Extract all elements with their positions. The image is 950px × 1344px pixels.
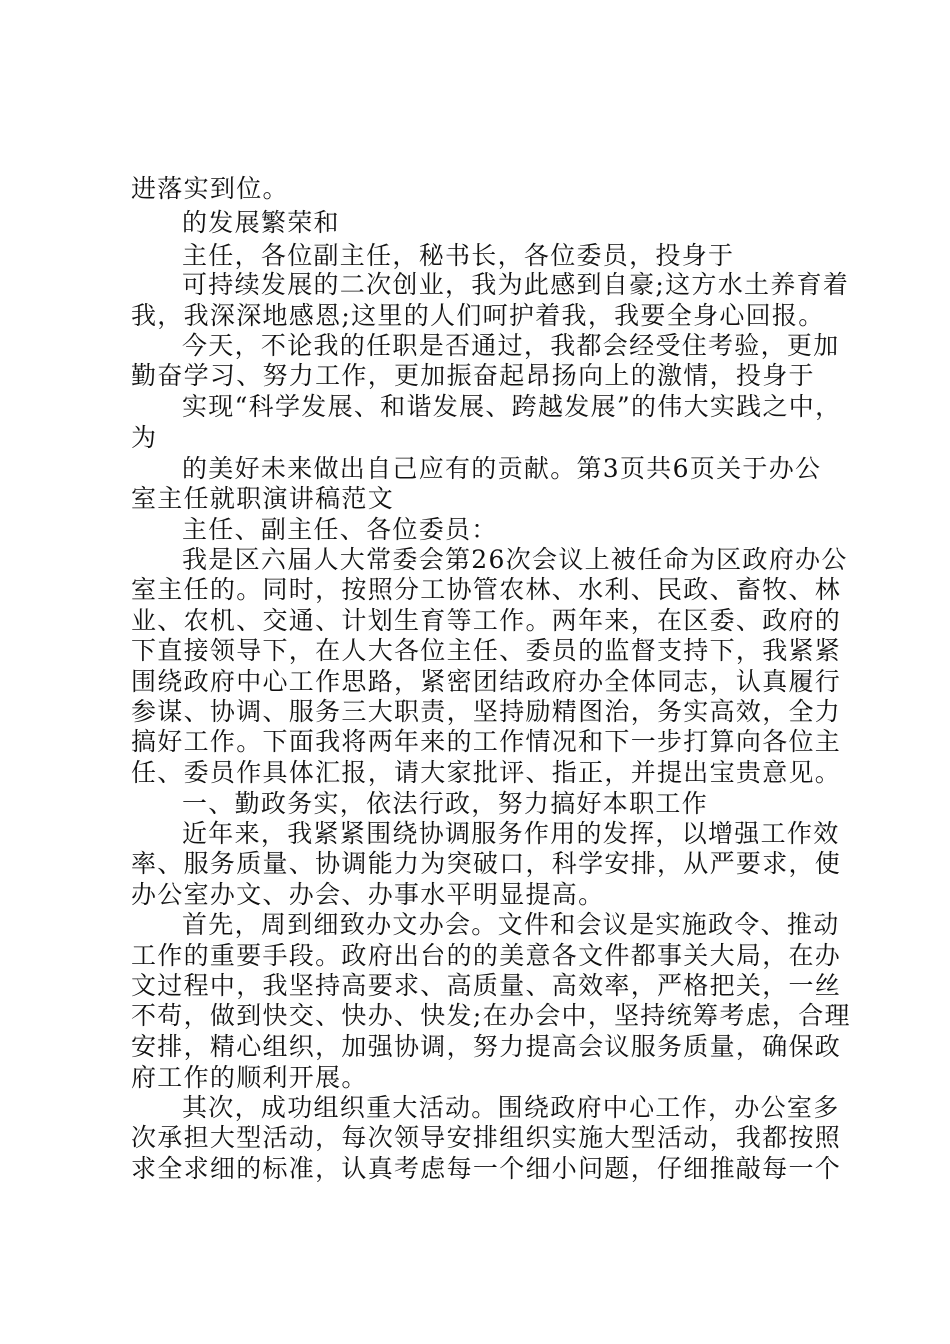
text-line: 安排，精心组织，加强协调，努力提高会议服务质量，确保政 [131,1032,842,1061]
text-line: 可持续发展的二次创业，我为此感到自豪;这方水土养育着 [182,270,850,299]
text-line: 率、服务质量、协调能力为突破口，科学安排，从严要求，使 [131,849,842,878]
text-line: 搞好工作。下面我将两年来的工作情况和下一步打算向各位主 [131,727,842,756]
text-line: 业、农机、交通、计划生育等工作。两年来，在区委、政府的 [131,606,842,635]
text-line: 参谋、协调、服务三大职责，坚持励精图治，务实高效，全力 [131,697,842,726]
text-line: 今天，不论我的任职是否通过，我都会经受住考验，更加 [182,331,840,360]
text-line: 我，我深深地感恩;这里的人们呵护着我，我要全身心回报。 [131,301,825,330]
text-line: 不苟，做到快交、快办、快发;在办会中，坚持统筹考虑，合理 [131,1001,851,1030]
section-heading: 一、勤政务实，依法行政，努力搞好本职工作 [182,789,709,818]
text-line: 主任、副主任、各位委员： [182,515,498,544]
text-line: 我是区六届人大常委会第26次会议上被任命为区政府办公 [182,545,848,574]
text-line: 实现“科学发展、和谐发展、跨越发展”的伟大实践之中， [182,392,842,421]
text-line: 室主任就职演讲稿范文 [131,484,395,513]
text-line: 文过程中，我坚持高要求、高质量、高效率，严格把关，一丝 [131,971,842,1000]
text-line: 的美好未来做出自己应有的贡献。第3页共6页关于办公 [182,454,822,483]
text-line: 近年来，我紧紧围绕协调服务作用的发挥，以增强工作效 [182,819,840,848]
text-line: 首先，周到细致办文办会。文件和会议是实施政令、推动 [182,910,840,939]
text-line: 进落实到位。 [131,174,289,203]
text-line: 办公室办文、办会、办事水平明显提高。 [131,880,605,909]
text-line: 围绕政府中心工作思路，紧密团结政府办全体同志，认真履行 [131,667,842,696]
text-line: 勤奋学习、努力工作，更加振奋起昂扬向上的激情，投身于 [131,361,815,390]
text-line: 求全求细的标准，认真考虑每一个细小问题，仔细推敲每一个 [131,1154,842,1183]
text-line: 室主任的。同时，按照分工协管农林、水利、民政、畜牧、林 [131,575,842,604]
text-line: 为 [131,423,158,452]
text-line: 府工作的顺利开展。 [131,1063,368,1092]
text-line: 其次，成功组织重大活动。围绕政府中心工作，办公室多 [182,1093,840,1122]
text-line: 下直接领导下，在人大各位主任、委员的监督支持下，我紧紧 [131,636,842,665]
text-line: 工作的重要手段。政府出台的的美意各文件都事关大局，在办 [131,941,842,970]
text-line: 的发展繁荣和 [182,208,340,237]
text-line: 任、委员作具体汇报，请大家批评、指正，并提出宝贵意见。 [131,758,842,787]
text-line: 主任，各位副主任，秘书长，各位委员，投身于 [182,241,735,270]
text-line: 次承担大型活动，每次领导安排组织实施大型活动，我都按照 [131,1123,842,1152]
